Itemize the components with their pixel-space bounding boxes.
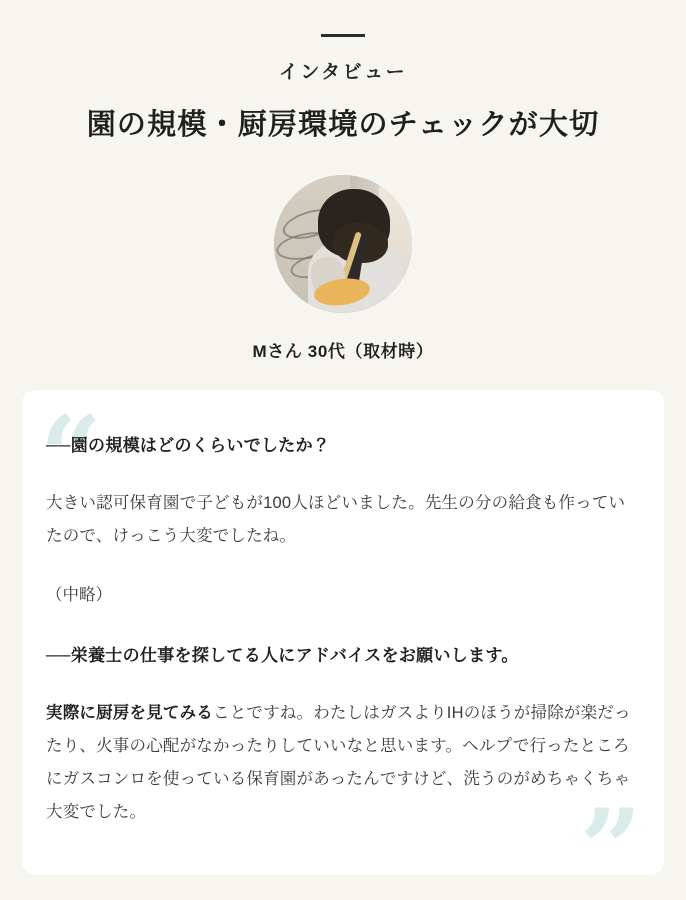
- interview-question-1: ──園の規模はどのくらいでしたか？: [46, 436, 331, 456]
- portrait-caption: Mさん 30代（取材時）: [252, 342, 434, 362]
- interview-answer-2-emphasis: 実際に厨房を見てみる: [46, 703, 213, 722]
- eyebrow-label: インタビュー: [278, 62, 408, 83]
- interview-answer-2: [46, 697, 640, 829]
- article-header: [22, 0, 664, 145]
- header-divider-rule: [321, 34, 365, 37]
- interview-aside: （中略）: [46, 586, 112, 605]
- interview-body: [46, 432, 640, 829]
- page-title: 園の規模・厨房環境のチェックが大切: [86, 109, 600, 141]
- quote-open-icon: “: [40, 393, 103, 520]
- interview-answer-2-text: ことですね。わたしはガスよりIHのほうが掃除が楽だったり、火事の心配がなかったりしていいなと思います。ヘルプで行ったところにガスコンロを使っている保育園があったんですけど、洗うのがめちゃくちゃ大変でした。: [46, 703, 631, 821]
- portrait-container: [22, 175, 664, 313]
- interview-question-2: ──栄養士の仕事を探してる人にアドバイスをお願いします。: [46, 646, 519, 666]
- quote-close-icon: ”: [579, 785, 642, 875]
- avatar: [274, 175, 412, 313]
- interview-answer-1: 大きい認可保育園で子どもが100人ほどいました。先生の分の給食も作っていたので、けっこう大変でしたね。: [46, 494, 626, 546]
- quote-card: [22, 390, 664, 875]
